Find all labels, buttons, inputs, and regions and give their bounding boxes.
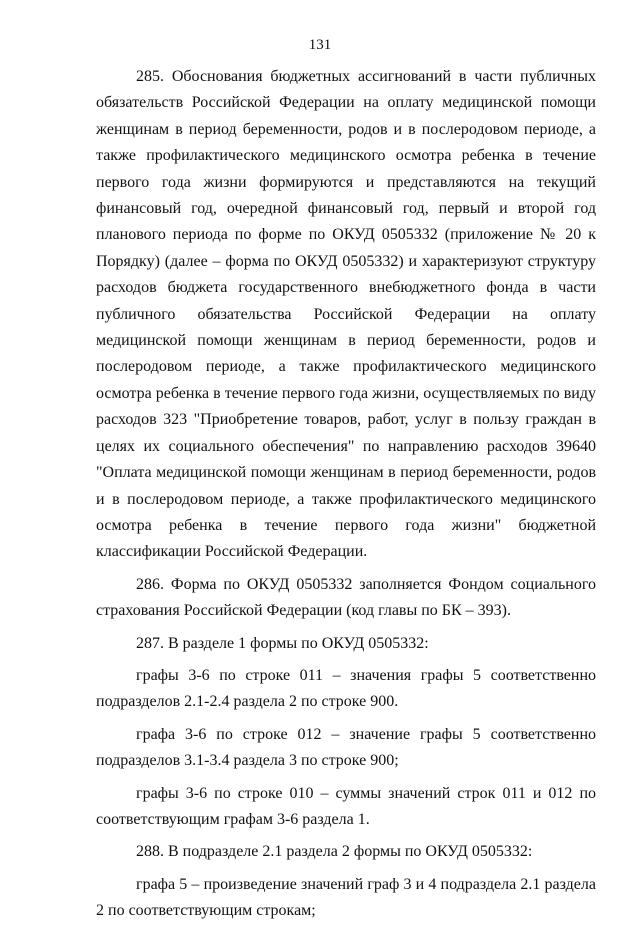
paragraph-288-item-1: графа 5 – произведение значений граф 3 и 4 подраздела 2.1 раздела 2 по соответствующим строкам; [96,875,596,920]
document-body [96,64,596,931]
paragraph-287-item-2: графа 3-6 по строке 012 – значение графы 5 соответственно подразделов 3.1-3.4 раздела 3 по строке 900; [96,725,596,770]
page-number: 131 [308,37,332,53]
paragraph-286: 286. Форма по ОКУД 0505332 заполняется Фондом социального страхования Российской Федерации (код главы по БК – 393). [96,575,596,620]
paragraph-287-item-1: графы 3-6 по строке 011 – значения графы 5 соответственно подразделов 2.1-2.4 раздела 2 по строке 900. [96,666,596,711]
paragraph-285: 285. Обоснования бюджетных ассигнований в части публичных обязательств Российской Федерации на оплату медицинской помощи женщинам в период беременности, родов и в послеродовом периоде, а также профилактического медицинского осмотра ребенка в течение первого года жизни формируются и представляются на текущий финансовый год, очередной финансовый год, первый и второй год планового периода по форме по ОКУД 0505332 (приложение № 20 к Порядку) (далее – форма по ОКУД 0505332) и характеризуют структуру расходов бюджета государственного внебюджетного фонда в части публичного обязательства Российской Федерации на оплату медицинской помощи женщинам в период беременности, родов и послеродовом периоде, а также профилактического медицинского осмотра ребенка в течение первого года жизни, осуществляемых по виду расходов 323 "Приобретение товаров, работ, услуг в пользу граждан в целях их социального обеспечения" по направлению расходов 39640 "Оплата медицинской помощи женщинам в период беременности, родов и в послеродовом периоде, а также профилактического медицинского осмотра ребенка в течение первого года жизни" бюджетной классификации Российской Федерации. [96,68,596,561]
paragraph-287-item-3: графы 3-6 по строке 010 – суммы значений строк 011 и 012 по соответствующим графам 3-6 раздела 1. [96,784,596,828]
paragraph-287: 287. В разделе 1 формы по ОКУД 0505332: [136,634,429,652]
paragraph-288: 288. В подразделе 2.1 раздела 2 формы по ОКУД 0505332: [136,843,533,861]
